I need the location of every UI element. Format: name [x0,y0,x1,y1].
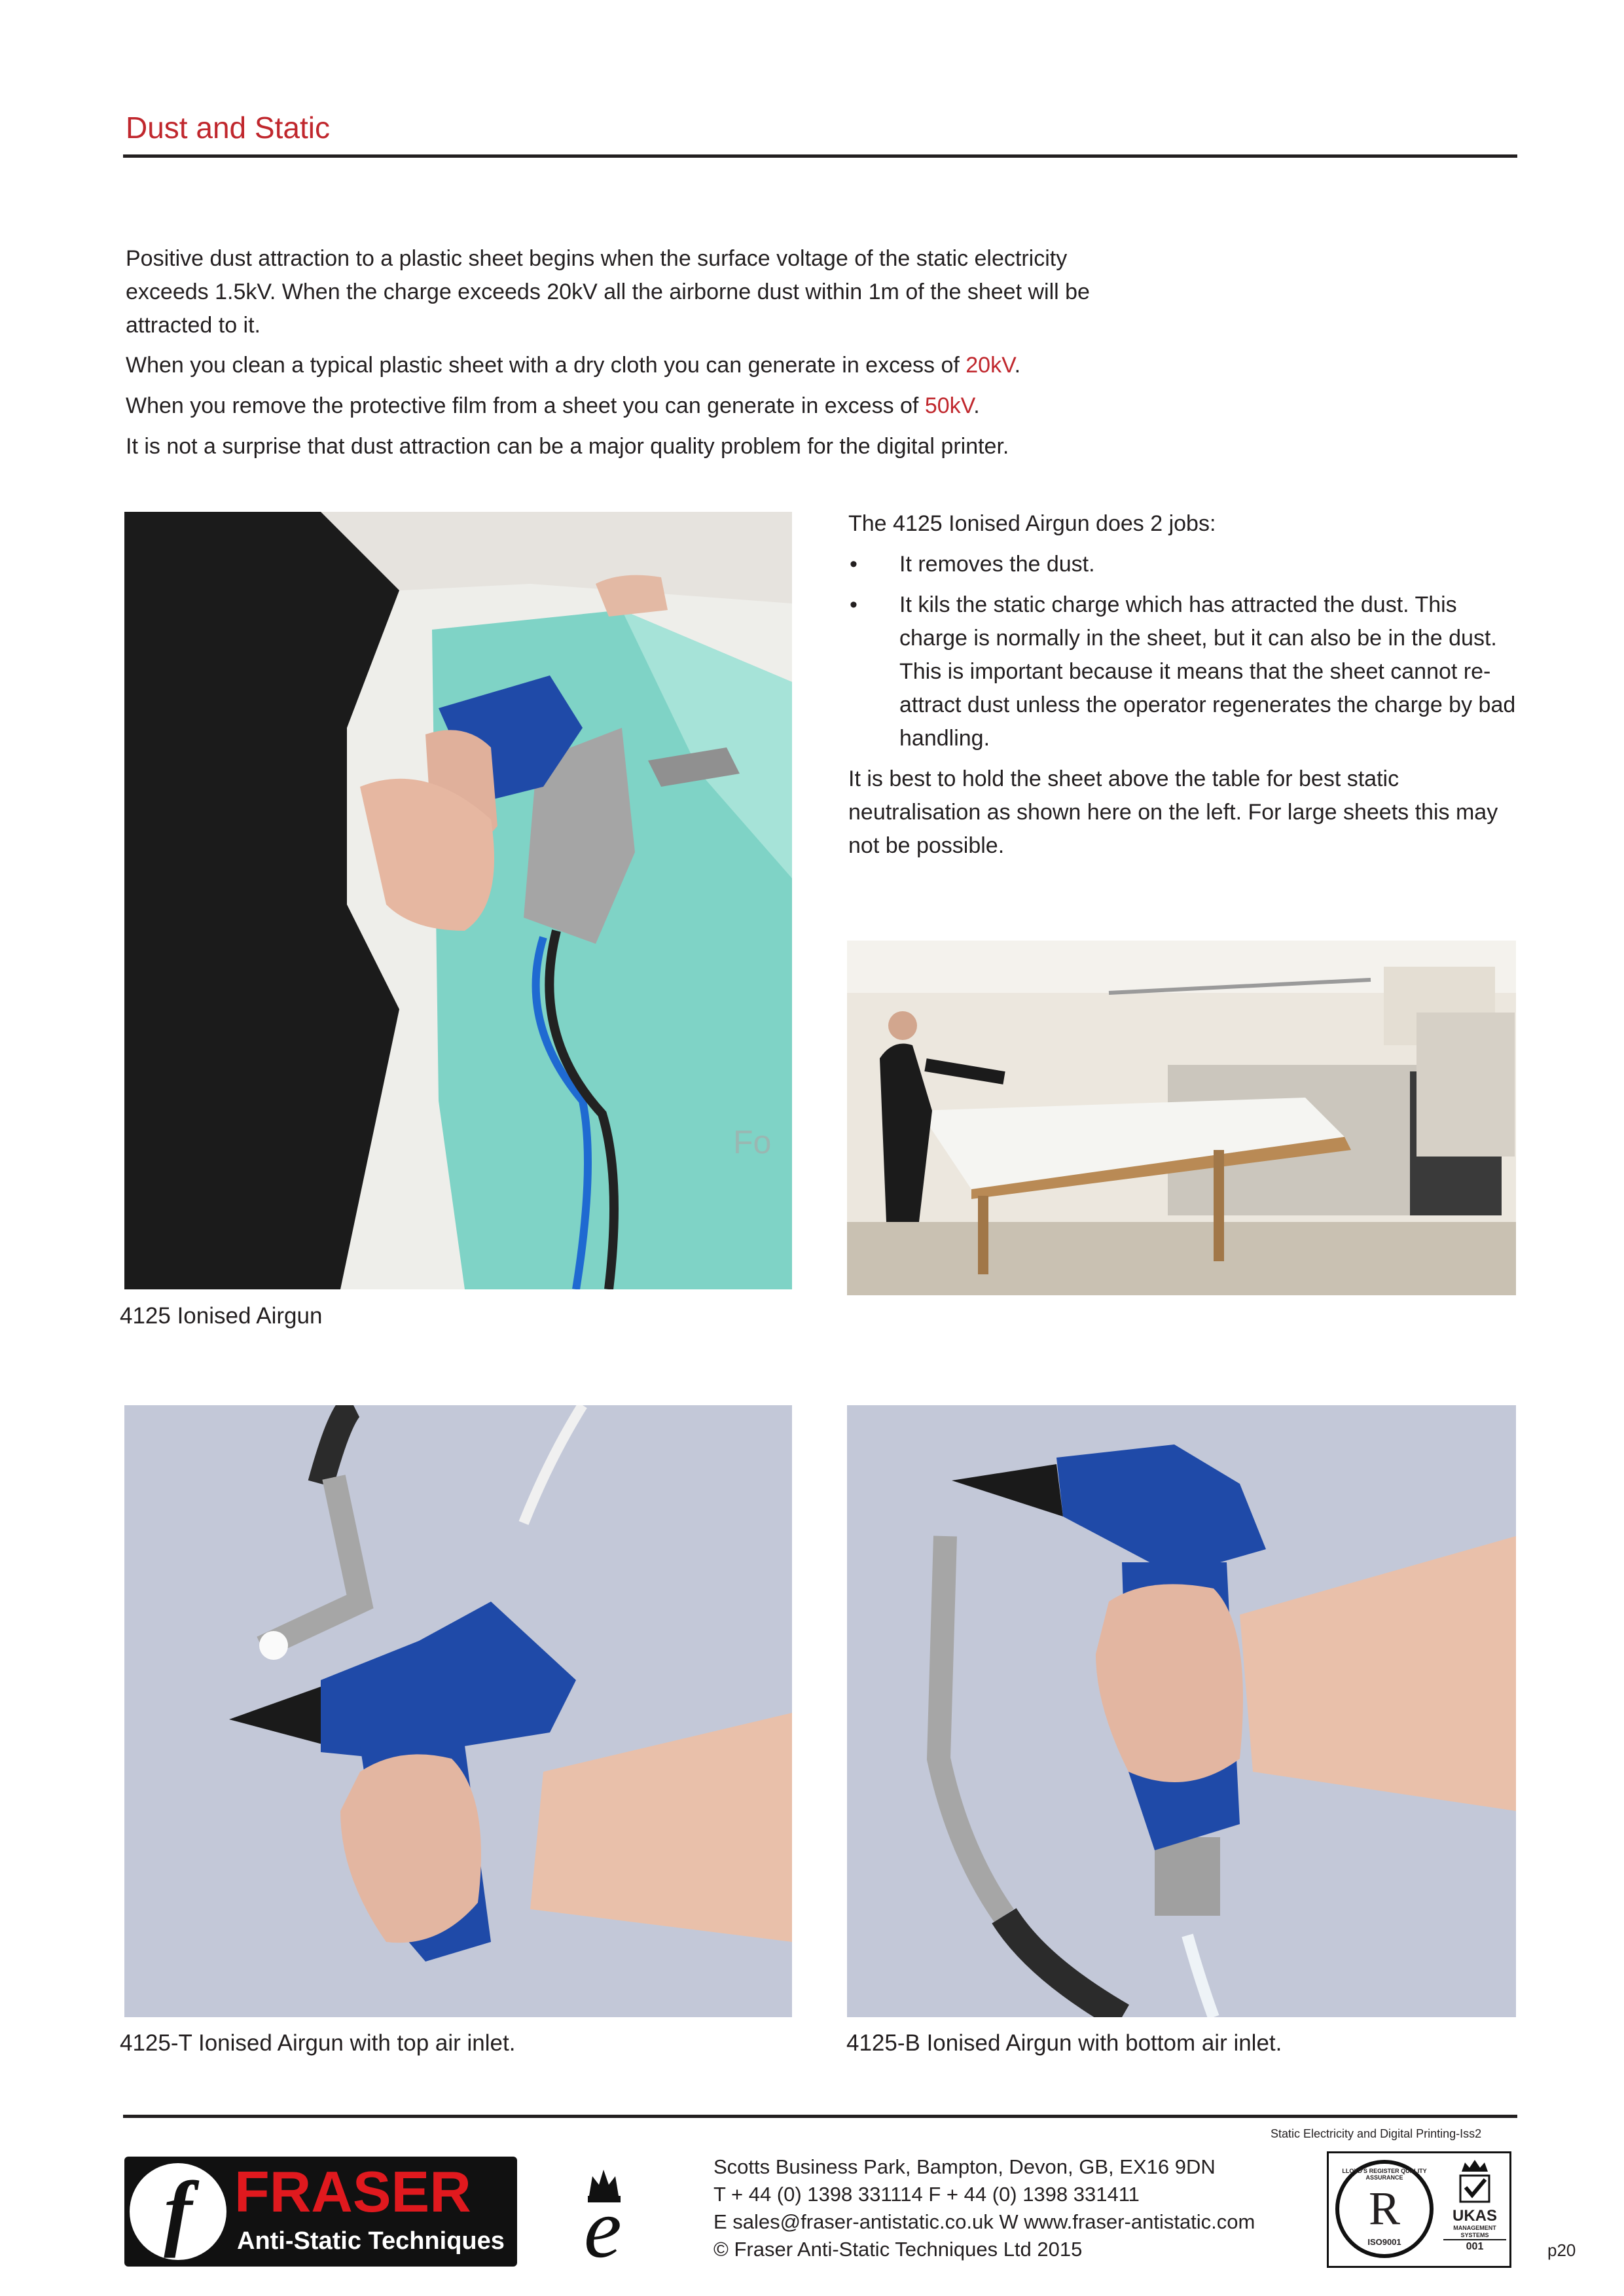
copyright: © Fraser Anti-Static Techniques Ltd 2015 [713,2238,1083,2261]
jobs-lead-text: The 4125 Ionised Airgun does 2 jobs: [848,511,1216,536]
caption-top-inlet: 4125-T Ionised Airgun with top air inlet. [120,2030,516,2056]
lloyds-register-seal: LLOYD'S REGISTER QUALITY ASSURANCE R ISO9001 [1335,2160,1434,2258]
footer-rule [123,2115,1517,2118]
bullet-text: It kils the static charge which has attracted the dust. This charge is normally in the sheet, but it can also be in the dust. This is important because it means that the sheet cannot re-attract dust unless the operator regenerates the charge by bad handling. [899,592,1516,751]
intro-paragraph-4: It is not a surprise that dust attraction can be a major quality problem for the digital printer. [126,434,1009,459]
queens-award-emblem: e [556,2160,651,2268]
certification-badge [1327,2151,1511,2268]
fraser-logo-mark: f [130,2163,226,2260]
header-rule [123,154,1517,158]
intro-paragraph-3: When you remove the protective film from a sheet you can generate in excess of 50kV. [126,393,980,418]
intro-paragraph-1: Positive dust attraction to a plastic sheet begins when the surface voltage of the static electricity exceeds 1.5kV. When the charge exceeds 20kV all the airborne dust within 1m of the sheet will be attracted to it. [126,246,1090,338]
page-number: p20 [1547,2240,1576,2260]
email-web: E sales@fraser-antistatic.co.uk W www.fraser-antistatic.com [713,2210,1255,2233]
bullet-item [848,588,1516,755]
bullet-dot: • [850,592,857,617]
fraser-logo: f FRASER Anti-Static Techniques [124,2157,517,2267]
caption-airgun: 4125 Ionised Airgun [120,1303,323,1329]
footer-address-block [713,2153,1255,2263]
ukas-crown-check-icon [1455,2159,1494,2204]
phone-numbers: T + 44 (0) 1398 331114 F + 44 (0) 1398 331411 [713,2183,1140,2206]
svg-text:Fo: Fo [733,1124,772,1160]
address: Scotts Business Park, Bampton, Devon, GB, EX16 9DN [713,2155,1216,2178]
page-title: Dust and Static [126,111,330,145]
ukas-mark: UKAS MANAGEMENT SYSTEMS 001 [1443,2159,1506,2253]
airgun-description [848,507,1516,863]
intro-paragraph-2: When you clean a typical plastic sheet with a dry cloth you can generate in excess of 20kV. [126,353,1021,378]
document-reference: Static Electricity and Digital Printing-Iss2 [1271,2127,1482,2140]
bullet-item [848,548,1516,581]
workshop-photo [847,941,1516,1295]
bullet-dot: • [850,552,857,577]
top-inlet-airgun-photo [124,1405,792,2017]
bottom-inlet-airgun-photo [847,1405,1516,2017]
closing-text: It is best to hold the sheet above the table for best static neutralisation as shown here on the left. For large sheets this may not be possible. [848,766,1498,858]
bullet-text: It removes the dust. [899,552,1095,577]
caption-bottom-inlet: 4125-B Ionised Airgun with bottom air inlet. [846,2030,1282,2056]
airgun-in-use-photo [124,512,792,1289]
